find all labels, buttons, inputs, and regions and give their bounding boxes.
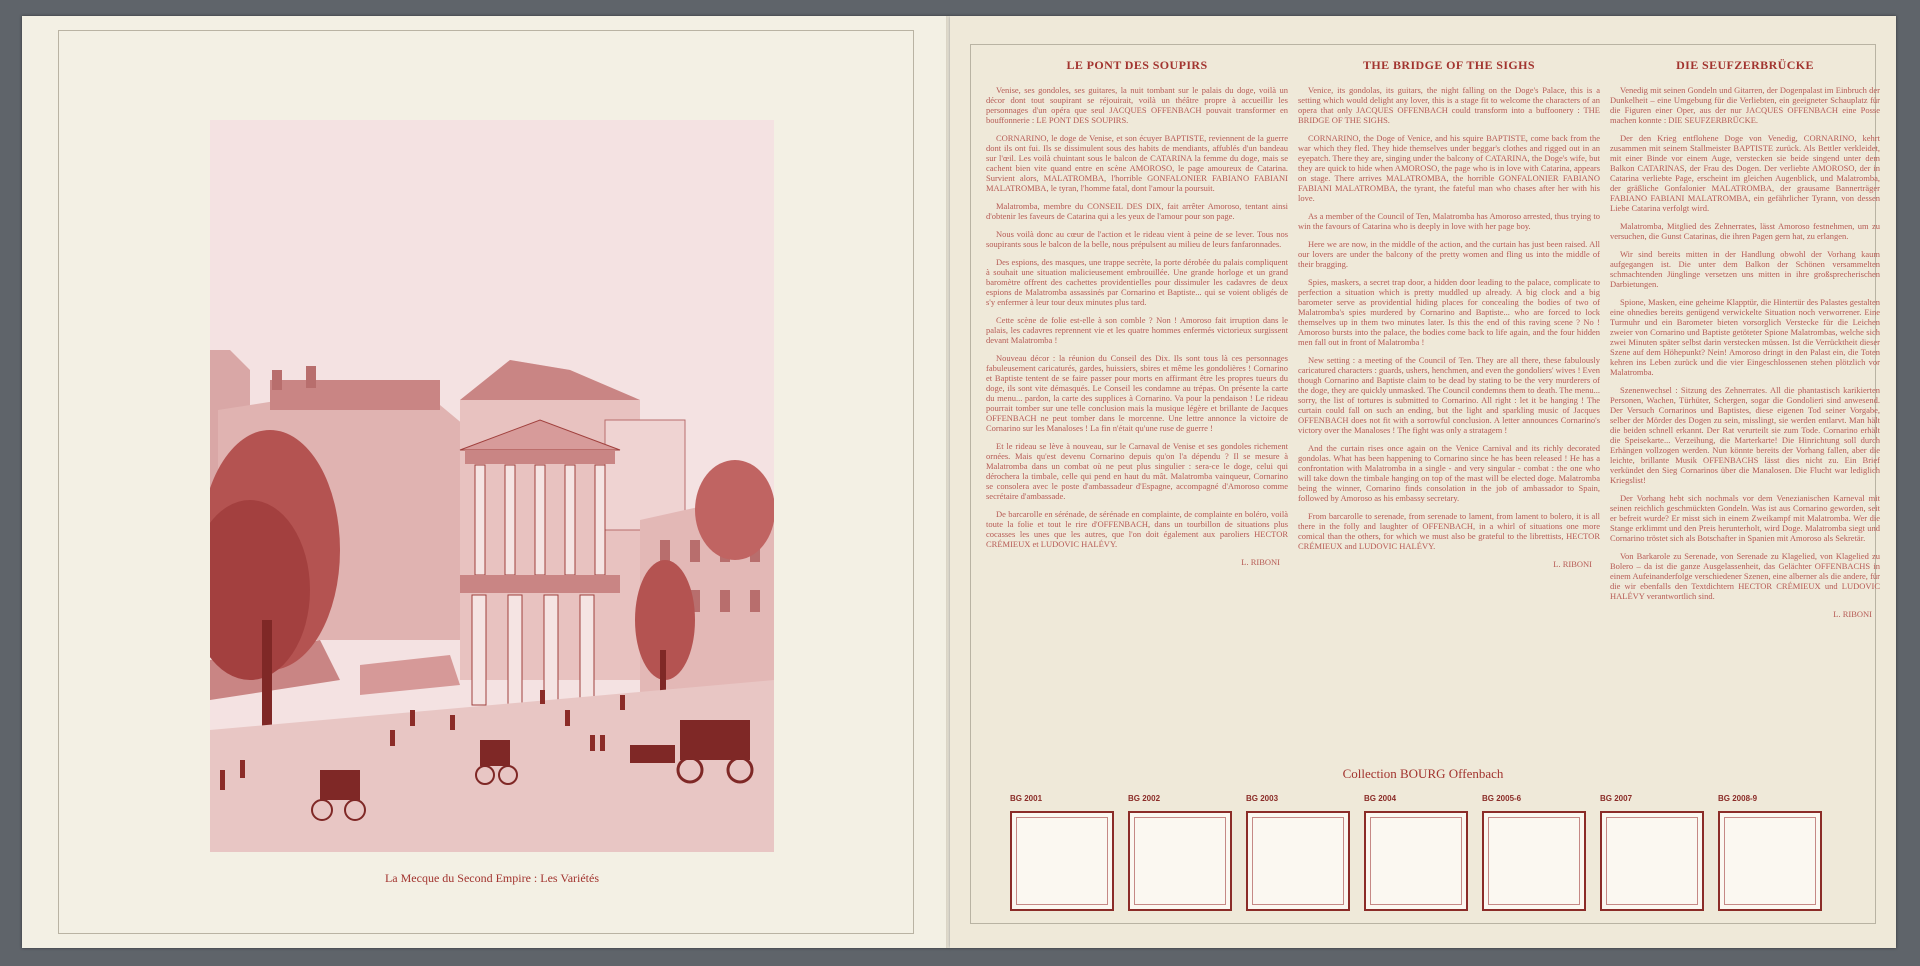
paragraph: New setting : a meeting of the Council of Ten. They are all there, these fabulously caricatured characters : guards, ushers, henchmen, and even the gondoliers' wives ! Even though Cornarino and Baptiste claim to be dead by stating to be the very murderers of the doge, they are quickly unmasked. The Council condemns them to death. The menu... sorry, the list of tortures is submitted to Cornarino. All right : let it be hanging ! The curtain could fall on such an ending, but the light and sparkling music of Jacques OFFENBACH does not fit with a sorrowful conclusion. A letter announces Cornarino's victory over the Manaloses ! The fight was only a stratagem ! (1298, 355, 1600, 435)
left-panel (22, 16, 950, 948)
paragraph: Szenenwechsel : Sitzung des Zehnerrates. All die phantastisch karikierten Personen, Wachen, Türhüter, Schergen, sogar die Gondolieri sind anwesend. Der Versuch Cornarinos und Baptistes, diese eigenen Tod seiner Vorgabe, selber der Mörder des Dogen zu sein, misslingt, sie werden entlarvt. Man hält die beiden schnell erkannt. Der Rat verurteilt sie zum Tode. Cornarino erhält die Speisekarte... Verzeihung, die Marterkarte! Die Hinrichtung soll durch Erhängen vollzogen werden. Nun könnte bereits der Vorhang fallen, aber die leichte, brillante Musik OFFENBACHS lässt dies nicht zu. Ein Brief verkündet den Sieg Cornarinos über die Manalosen. Die Flucht war lediglich Kriegslist! (1610, 385, 1880, 485)
album-code: BG 2005-6 (1482, 794, 1522, 803)
author-signature: L. RIBONI (1241, 557, 1280, 567)
album-code: BG 2004 (1364, 794, 1397, 803)
album-bg2007[interactable] (1600, 794, 1708, 911)
album-bg2002[interactable] (1128, 794, 1236, 911)
collection-title: Collection BOURG Offenbach (1342, 766, 1504, 781)
album-code: BG 2002 (1128, 794, 1161, 803)
paragraph: CORNARINO, the Doge of Venice, and his squire BAPTISTE, come back from the war which they fled. They hide themselves under beggar's clothes and rigged out in an eyepatch. There they are, singing under the balcony of CATARINA, the Doge's wife, but they are quick to hide when AMOROSO, the page who is in love with Catarina, appears on stage. There arrives MALATROMBA, the horrible GONFALONIER FABIANO FABIANI MALATROMBA, the tyrant, the fateful man who chases after her with his love. (1298, 133, 1600, 203)
column-title: THE BRIDGE OF THE SIGHS (1363, 58, 1535, 72)
album-collection (1010, 794, 1870, 944)
paragraph: Here we are now, in the middle of the action, and the curtain has just been raised. All our lovers are under the balcony of the pretty women and fling us into the middle of their bragging. (1298, 239, 1600, 269)
album-code: BG 2003 (1246, 794, 1279, 803)
paragraph: From barcarolle to serenade, from serenade to lament, from lament to bolero, it is all there in the folly and laughter of OFFENBACH, in a whirl of situations one more comical than the others, for which we must also be grateful to the librettists, HECTOR CRÉMIEUX and LUDOVIC HALÉVY. (1298, 511, 1600, 551)
paragraph: Nous voilà donc au cœur de l'action et le rideau vient à peine de se lever. Tous nos soupirants sous le balcon de la belle, nous prépulsent au milieu de leurs fanfaronnades. (986, 229, 1288, 249)
paragraph: CORNARINO, le doge de Venise, et son écuyer BAPTISTE, reviennent de la guerre dont ils ont fui. Ils se dissimulent sous des habits de mendiants, affublés d'un bandeau sur l'œil. Les voilà chuintant sous le balcon de CATARINA la femme du doge, mais se cachent bien vite quand entre en scène AMOROSO, le page amoureux de Catarina. Survient alors, MALATROMBA, l'horrible GONFALONIER FABIANO FABIANI MALATROMBA, le tyran, l'homme fatal, dont l'amour la poursuit. (986, 133, 1288, 193)
author-signature: L. RIBONI (1553, 559, 1592, 569)
album-bg2004[interactable] (1364, 794, 1472, 911)
paragraph: And the curtain rises once again on the Venice Carnival and its richly decorated gondolas. What has been happening to Cornarino since he has been released ! He has a confrontation with Malatromba in a single - and very singular - combat : the one who will take down the timbale hanging on top of the mast will be elected doge. Malatromba being the winner, Cornarino finds consolation in the job of ambassador to Spain, followed by Amoroso as his embassy secretary. (1298, 443, 1600, 503)
variete-theatre-illustration (210, 120, 774, 852)
column-title: DIE SEUFZERBRÜCKE (1676, 58, 1814, 72)
paragraph: Des espions, des masques, une trappe secrète, la porte dérobée du palais compliquent à souhait une situation malicieusement embrouillée. Une grande horloge et un grand baromètre offrent des cachettes providentielles pour dissimuler les cadavres de deux espions de Malatromba assassinés par Cornarino et Baptiste... qui se voient obligés de s'y enfermer à leur tour deux minutes plus tard. (986, 257, 1288, 307)
illustration-drawing (210, 120, 774, 852)
paragraph: Venice, its gondolas, its guitars, the night falling on the Doge's Palace, this is a setting which would delight any lover, this is a stage fit to welcome the characters of an opera that only JACQUES OFFENBACH could transform into a buffoonery : THE BRIDGE OF THE SIGHS. (1298, 85, 1600, 125)
album-code: BG 2007 (1600, 794, 1633, 803)
right-panel (950, 16, 1896, 948)
paragraph: Der Vorhang hebt sich nochmals vor dem Venezianischen Karneval mit seinen reichlich geschmückten Gondeln. Was ist aus Cornarino geworden, seit er befreit wurde? Er misst sich in einem Zweikampf mit Malatromba. Wer die Stange erklimmt und den Preis herunterholt, wird Doge. Malatromba siegt und Cornarino tröstet sich als Botschafter in Spanien mit Amoroso als Sekretär. (1610, 493, 1880, 543)
illustration-caption: La Mecque du Second Empire : Les Variétés (384, 871, 600, 885)
paragraph: Spione, Masken, eine geheime Klapptür, die Hintertür des Palastes gestalten eine ohnedies bereits genügend verwickelte Situation noch verworrener. Eine Turmuhr und ein Barometer bieten vorsorglich Verstecke für die Leichen zweier von Cornarino und Baptiste getöteter Spione Malatrombas, welche sich zwei Minuten später selbst darin verstecken müssen. Ist die Verrücktheit dieser Szene auf dem Höhepunkt? Nein! Amoroso dringt in den Palast ein, die Toten kehren ins Leben zurück und die vier Eingeschlossenen stehen plötzlich vor Malatromba. (1610, 297, 1880, 377)
libretto-column-french (986, 58, 1288, 575)
album-bg2008-9[interactable] (1718, 794, 1826, 911)
album-cover (1600, 811, 1704, 911)
album-code: BG 2001 (1010, 794, 1043, 803)
album-bg2003[interactable] (1246, 794, 1354, 911)
album-bg2005-6[interactable] (1482, 794, 1590, 911)
paragraph: Malatromba, membre du CONSEIL DES DIX, fait arrêter Amoroso, tentant ainsi d'obtenir les faveurs de Catarina qui a les yeux de l'amour pour son page. (986, 201, 1288, 221)
libretto-column-english (1298, 58, 1600, 577)
paragraph: Nouveau décor : la réunion du Conseil des Dix. Ils sont tous là ces personnages fabuleusement caricaturés, gardes, huissiers, sbires et même les gondolières ! Cornarino et Baptiste tentent de se faire passer pour morts en affirmant être les propres tueurs du doge, ils sont vite démasqués. Le Conseil les condamne au trépas. On présente la carte du menu... pardon, la carte des supplices à Cornarino. Va pour la pendaison ! Le rideau pourrait tomber sur une telle conclusion mais la musique légère et brillante de Jacques OFFENBACH ne peut tomber dans le morcenne. Une lettre annonce la victoire de Cornarino sur les Manaloses ! La fin n'était qu'une ruse de guerre ! (986, 353, 1288, 433)
album-cover (1364, 811, 1468, 911)
paragraph: Von Barkarole zu Serenade, von Serenade zu Klagelied, von Klagelied zu Bolero – da ist die ganze Ausgelassenheit, das Gelächter OFFENBACHS in einem Aufeinanderfolge verschiedener Szenen, eine alberner als die andere, für die wir ebenfalls den Textdichtern HECTOR CRÉMIEUX und LUDOVIC HALÉVY verantwortlich sind. (1610, 551, 1880, 601)
album-cover (1718, 811, 1822, 911)
album-cover (1010, 811, 1114, 911)
column-title: LE PONT DES SOUPIRS (1066, 58, 1208, 72)
paragraph: Et le rideau se lève à nouveau, sur le Carnaval de Venise et ses gondoles richement ornées. Mais qu'est devenu Cornarino depuis qu'on l'a dépendu ? Il se mesure à Malatromba dans un combat où ne peut plus singulier : sera-ce le doge, celui qui dérochera la timbale, celle qui pend en haut du mât. Malatromba vainqueur, Cornarino se consolera avec le poste d'ambassadeur d'Espagne, accompagné d'Amoroso comme secrétaire d'ambassade. (986, 441, 1288, 501)
libretto-column-german (1610, 58, 1880, 627)
album-cover (1128, 811, 1232, 911)
paragraph: Venedig mit seinen Gondeln und Gitarren, der Dogenpalast im Einbruch der Dunkelheit – eine Umgebung für die Verliebten, ein geeigneter Schauplatz für die Figuren einer Oper, aus der nur JACQUES OFFENBACH eine Posse machen konnte : DIE SEUFZERBRÜCKE. (1610, 85, 1880, 125)
paragraph: As a member of the Council of Ten, Malatromba has Amoroso arrested, thus trying to win the favours of Catarina who is deeply in love with her page boy. (1298, 211, 1600, 231)
album-cover (1482, 811, 1586, 911)
paragraph: Spies, maskers, a secret trap door, a hidden door leading to the palace, complicate to perfection a situation which is pretty muddled up already. A big clock and a big barometer serve as providential hiding places for concealing the bodies of two of Malatromba's spies murdered by Cornarino and Baptiste... who are forced to lock themselves up in them two minutes later. Is this the end of this raving scene ? No ! Amoroso bursts into the palace, the bodies come back to life again, and the four hidden men fall out in front of Malatromba ! (1298, 277, 1600, 347)
paragraph: Malatromba, Mitglied des Zehnerrates, lässt Amoroso festnehmen, um zu versuchen, die Gunst Catarinas, die ihren Pagen gern hat, zu erlangen. (1610, 221, 1880, 241)
author-signature: L. RIBONI (1833, 609, 1872, 619)
paragraph: Wir sind bereits mitten in der Handlung obwohl der Vorhang kaum aufgegangen ist. Die unter dem Balkon der Schönen versammelten schmachtenden Jünglinge versetzen uns mitten in ihre großsprecherischen Darbietungen. (1610, 249, 1880, 289)
album-code: BG 2008-9 (1718, 794, 1758, 803)
paragraph: Der den Krieg entflohene Doge von Venedig, CORNARINO, kehrt zusammen mit seinem Stallmeister BAPTISTE zurück. Als Bettler verkleidet, mit einer Binde vor einem Auge, verstecken sie beide singend unter dem Balkon CATARINAS, der Frau des Dogen. Der verliebte AMOROSO, der in Catarina verliebte Page, erscheint im gleichen Augenblick, und Malatromba, der gräßliche Gonfalonier MALATROMBA, der grausame Bannerträger FABIANO FABIANI MALATROMBA, ein gefährlicher Tyrann, von dessen Liebe Catarina verfolgt wird. (1610, 133, 1880, 213)
paragraph: Cette scène de folie est-elle à son comble ? Non ! Amoroso fait irruption dans le palais, les cadavres reprennent vie et les quatre hommes enfermés victorieux surgissent devant Malatromba ! (986, 315, 1288, 345)
paragraph: De barcarolle en sérénade, de sérénade en complainte, de complainte en boléro, voilà toute la folie et tout le rire d'OFFENBACH, dans un tourbillon de situations plus cocasses les unes que les autres, que l'on doit également aux paroliers HECTOR CRÉMIEUX et LUDOVIC HALÉVY. (986, 509, 1288, 549)
paragraph: Venise, ses gondoles, ses guitares, la nuit tombant sur le palais du doge, voilà un décor dont tout soupirant se réjouirait, voilà un théâtre propre à accueillir les personnages d'un opéra que seul JACQUES OFFENBACH pouvait transformer en bouffonnerie : LE PONT DES SOUPIRS. (986, 85, 1288, 125)
album-bg2001[interactable] (1010, 794, 1118, 911)
album-cover (1246, 811, 1350, 911)
